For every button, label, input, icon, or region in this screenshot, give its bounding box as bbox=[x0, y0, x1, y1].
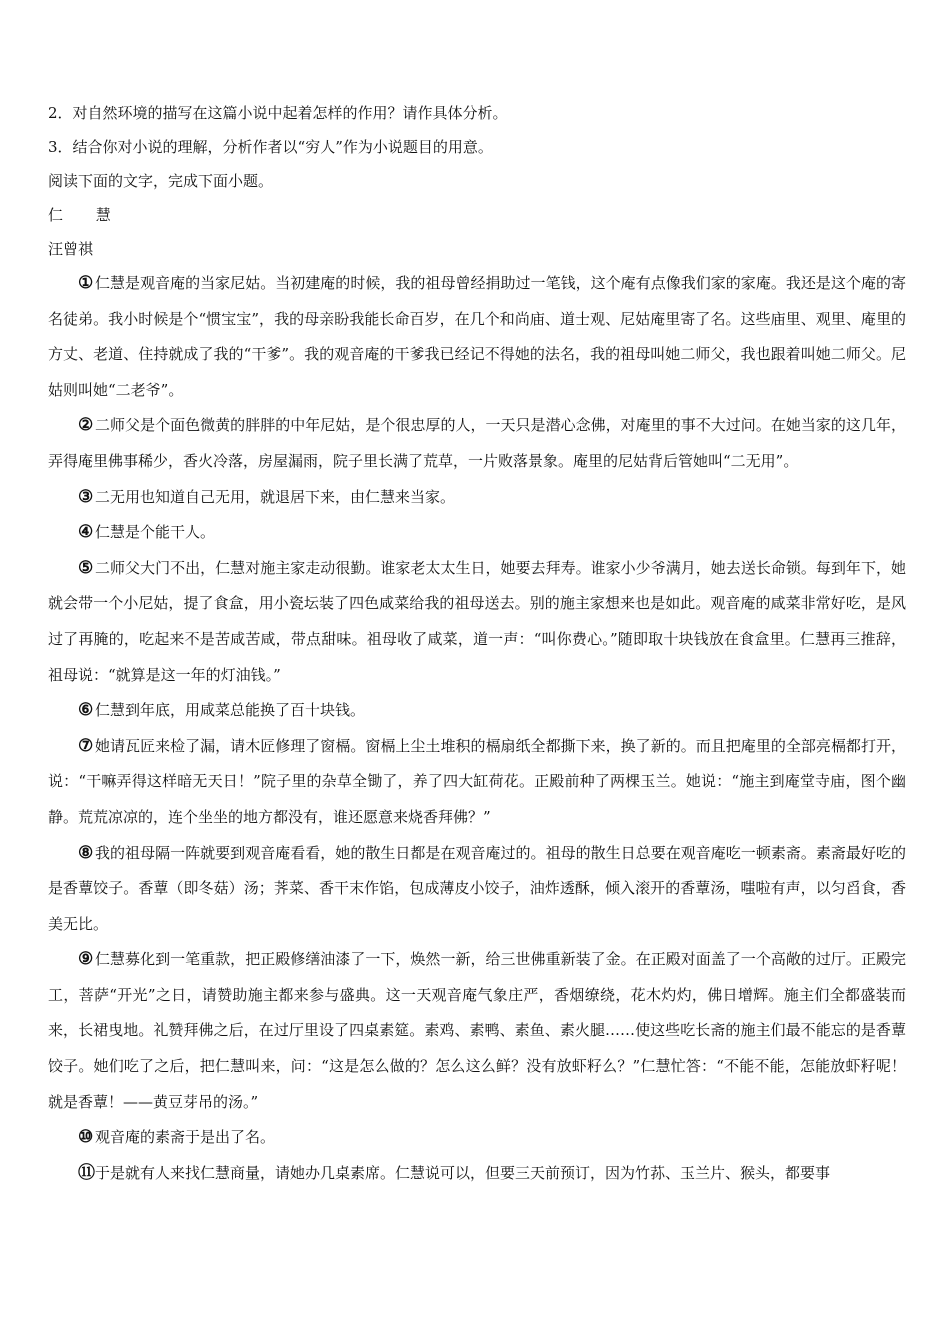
paragraph-8 bbox=[48, 836, 906, 943]
question-2: 2．对自然环境的描写在这篇小说中起着怎样的作用？请作具体分析。 bbox=[48, 104, 508, 122]
article-author: 汪曾祺 bbox=[48, 240, 94, 258]
paragraph-number: ⑧ bbox=[78, 842, 94, 863]
paragraph-number: ⑦ bbox=[78, 735, 94, 756]
paragraph-11 bbox=[48, 1156, 906, 1192]
reading-instruction: 阅读下面的文字，完成下面小题。 bbox=[48, 172, 274, 190]
paragraph-text: 我的祖母隔一阵就要到观音庵看看，她的散生日都是在观音庵过的。祖母的散生日总要在观音庵吃一顿素斋。素斋最好吃的是香蕈饺子。香蕈（即冬菇）汤；荠菜、香干末作馅，包成薄皮小饺子，油炸透酥，倾入滚开的香蕈汤，嗤啦有声，以匀舀食，香美无比。 bbox=[48, 843, 906, 933]
paragraph-number: ⑪ bbox=[78, 1162, 95, 1183]
paragraph-text: 仁慧是个能干人。 bbox=[95, 523, 216, 542]
paragraph-number: ② bbox=[78, 415, 94, 436]
paragraph-number: ③ bbox=[78, 486, 94, 507]
paragraph-1 bbox=[48, 266, 906, 408]
paragraph-number: ④ bbox=[78, 522, 94, 543]
paragraph-2 bbox=[48, 408, 906, 479]
paragraph-text: 仁慧募化到一笔重款，把正殿修缮油漆了一下，焕然一新，给三世佛重新装了金。在正殿对面盖了一个高敞的过厅。正殿完工，菩萨“开光”之日，请赞助施主都来参与盛典。这一天观音庵气象庄严，香烟缭绕，花木灼灼，佛日增辉。施主们全都盛装而来，长裙曳地。礼赞拜佛之后，在过厅里设了四桌素筵。素鸡、素鸭、素鱼、素火腿……使这些吃长斋的施主们最不能忘的是香蕈饺子。她们吃了之后，把仁慧叫来，问：“这是怎么做的？怎么这么鲜？没有放虾籽么？”仁慧忙答：“不能不能，怎能放虾籽呢！就是香蕈！——黄豆芽吊的汤。” bbox=[48, 950, 906, 1111]
paragraph-text: 她请瓦匠来检了漏，请木匠修理了窗槅。窗槅上尘土堆积的槅扇纸全都撕下来，换了新的。而且把庵里的全部亮槅都打开，说：“干嘛弄得这样暗无天日！”院子里的杂草全锄了，养了四大缸荷花。正殿前种了两棵玉兰。她说：“施主到庵堂寺庙，图个幽静。荒荒凉凉的，连个坐坐的地方都没有，谁还愿意来烧香拜佛？” bbox=[48, 736, 906, 826]
paragraph-10 bbox=[48, 1120, 906, 1156]
paragraph-9 bbox=[48, 942, 906, 1120]
paragraph-text: 二师父大门不出，仁慧对施主家走动很勤。谁家老太太生日，她要去拜寿。谁家小少爷满月，她去送长命锁。每到年下，她就会带一个小尼姑，提了食盒，用小瓷坛装了四色咸菜给我的祖母送去。别的施主家想来也是如此。观音庵的咸菜非常好吃，是风过了再腌的，吃起来不是苦咸苦咸，带点甜味。祖母收了咸菜，道一声：“叫你费心。”随即取十块钱放在食盒里。仁慧再三推辞，祖母说：“就算是这一年的灯油钱。” bbox=[48, 558, 906, 684]
article-title: 仁 慧 bbox=[48, 206, 125, 224]
document-page bbox=[48, 96, 906, 1191]
paragraph-5 bbox=[48, 551, 906, 693]
paragraph-number: ⑩ bbox=[78, 1127, 94, 1148]
paragraph-text: 二无用也知道自己无用，就退居下来，由仁慧来当家。 bbox=[95, 487, 456, 506]
paragraph-4 bbox=[48, 515, 906, 551]
paragraph-number: ⑨ bbox=[78, 949, 94, 970]
paragraph-number: ⑥ bbox=[78, 700, 94, 721]
paragraph-3 bbox=[48, 480, 906, 516]
question-3: 3．结合你对小说的理解，分析作者以“穷人”作为小说题目的用意。 bbox=[48, 138, 493, 156]
paragraph-text: 仁慧是观音庵的当家尼姑。当初建庵的时候，我的祖母曾经捐助过一笔钱，这个庵有点像我们家的家庵。我还是这个庵的寄名徒弟。我小时候是个“惯宝宝”，我的母亲盼我能长命百岁，在几个和尚庙、道士观、尼姑庵里寄了名。这些庙里、观里、庵里的方丈、老道、住持就成了我的“干爹”。我的观音庵的干爹我已经记不得她的法名，我的祖母叫她二师父，我也跟着叫她二师父。尼姑则叫她“二老爷”。 bbox=[48, 274, 906, 399]
paragraph-text: 二师父是个面色微黄的胖胖的中年尼姑，是个很忠厚的人，一天只是潜心念佛，对庵里的事不大过问。在她当家的这几年，弄得庵里佛事稀少，香火冷落，房屋漏雨，院子里长满了荒草，一片败落景象。庵里的尼姑背后管她叫“二无用”。 bbox=[48, 416, 906, 470]
paragraph-text: 于是就有人来找仁慧商量，请她办几桌素席。仁慧说可以，但要三天前预订，因为竹荪、玉兰片、猴头，都要事 bbox=[95, 1163, 831, 1182]
paragraph-7 bbox=[48, 729, 906, 836]
paragraph-6 bbox=[48, 693, 906, 729]
paragraph-number: ⑤ bbox=[78, 557, 94, 578]
paragraph-text: 观音庵的素斋于是出了名。 bbox=[95, 1128, 276, 1147]
paragraph-number: ① bbox=[78, 273, 94, 293]
paragraph-text: 仁慧到年底，用咸菜总能换了百十块钱。 bbox=[95, 701, 366, 720]
